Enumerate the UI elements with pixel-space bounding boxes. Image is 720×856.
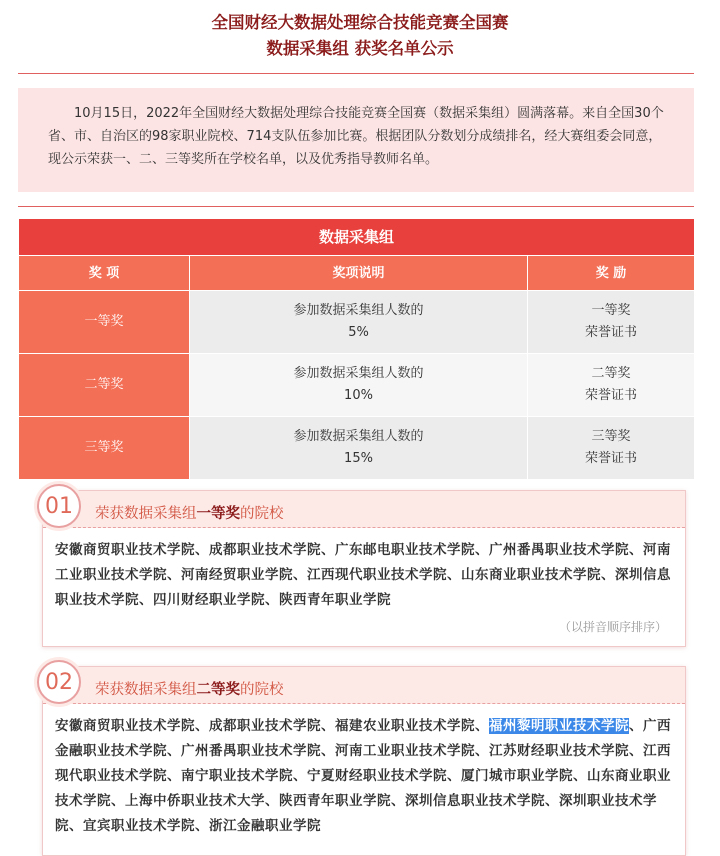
section-number-badge: 02 <box>37 660 81 704</box>
award-reward <box>527 353 694 416</box>
description-line2: 5% <box>348 325 369 340</box>
page-title-line2: 数据采集组 获奖名单公示 <box>266 39 454 58</box>
first-prize-card <box>42 490 686 647</box>
award-reward <box>527 416 694 479</box>
description-line2: 10% <box>344 388 373 403</box>
table-title: 数据采集组 <box>19 219 694 255</box>
page-title-line1: 全国财经大数据处理综合技能竞赛全国赛 <box>211 13 509 32</box>
header-award: 奖 项 <box>19 255 189 290</box>
reward-line2: 荣誉证书 <box>584 388 637 403</box>
reward-line1: 二等奖 <box>591 366 631 381</box>
reward-line1: 一等奖 <box>591 303 631 318</box>
description-line1: 参加数据采集组人数的 <box>293 366 424 381</box>
second-prize-schools: 安徽商贸职业技术学院、成都职业技术学院、福建农业职业技术学院、福州黎明职业技术学院、广西金融职业技术学院、广州番禺职业技术学院、河南工业职业技术学院、江苏财经职业技术学院、江西现代职业技术学院、南宁职业技术学院、宁夏财经职业技术学院、厦门城市职业学院、山东商业职业技术学院、上海中侨职业技术大学、陕西青年职业学院、深圳信息职业技术学院、深圳职业技术学院、宜宾职业技术学院、浙江金融职业学院 <box>55 718 671 834</box>
section-title: 荣获数据采集组二等奖的院校 <box>95 682 284 698</box>
table-row <box>19 290 694 353</box>
header-description: 奖项说明 <box>189 255 527 290</box>
award-name: 二等奖 <box>19 353 189 416</box>
award-name: 一等奖 <box>19 290 189 353</box>
second-prize-card <box>42 666 686 856</box>
reward-line2: 荣誉证书 <box>584 325 637 340</box>
header-reward: 奖 励 <box>527 255 694 290</box>
reward-line2: 荣誉证书 <box>584 451 637 466</box>
selected-text[interactable]: 福州黎明职业技术学院 <box>489 718 629 734</box>
table-row <box>19 416 694 479</box>
divider-top <box>18 73 694 74</box>
award-reward <box>527 290 694 353</box>
table-row <box>19 353 694 416</box>
first-prize-schools: 安徽商贸职业技术学院、成都职业技术学院、广东邮电职业技术学院、广州番禺职业技术学院、河南工业职业技术学院、河南经贸职业学院、江西现代职业技术学院、山东商业职业技术学院、深圳信息职业技术学院、四川财经职业学院、陕西青年职业学院 <box>55 542 671 608</box>
award-name: 三等奖 <box>19 416 189 479</box>
award-description <box>189 353 527 416</box>
divider-bottom <box>18 206 694 207</box>
description-line2: 15% <box>344 451 373 466</box>
reward-line1: 三等奖 <box>591 429 631 444</box>
intro-paragraph: 10月15日，2022年全国财经大数据处理综合技能竞赛全国赛（数据采集组）圆满落幕。来自全国30个省、市、自治区的98家职业院校、714支队伍参加比赛。根据团队分数划分成绩排名，经大赛组委会同意，现公示荣获一、二、三等奖所在学校名单，以及优秀指导教师名单。 <box>18 88 694 192</box>
award-description <box>189 290 527 353</box>
sort-note: （以拼音顺序排序） <box>558 620 667 634</box>
section-title: 荣获数据采集组一等奖的院校 <box>95 506 284 522</box>
award-table <box>19 219 694 479</box>
award-description <box>189 416 527 479</box>
description-line1: 参加数据采集组人数的 <box>293 303 424 318</box>
description-line1: 参加数据采集组人数的 <box>293 429 424 444</box>
table-header-row <box>19 255 694 290</box>
section-number-badge: 01 <box>37 484 81 528</box>
